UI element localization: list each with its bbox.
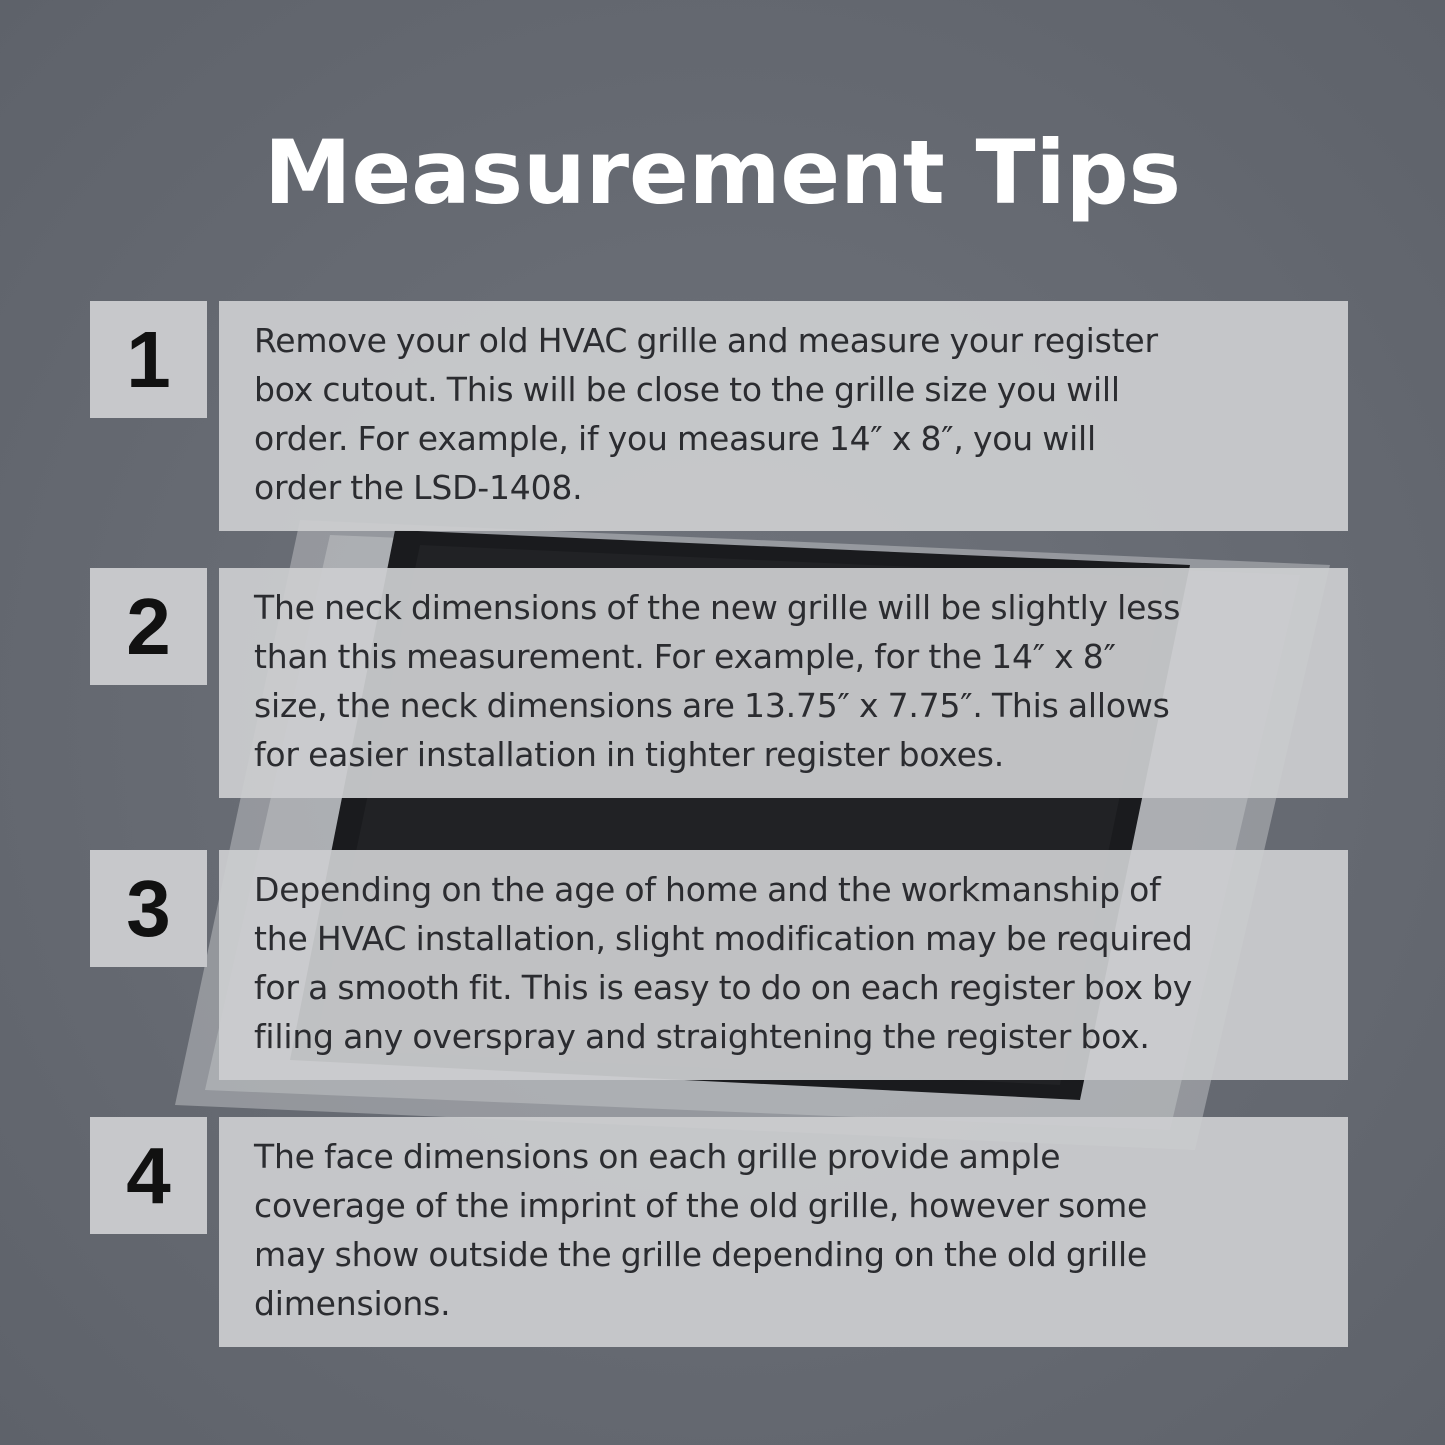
tip-text-box [219,301,1348,531]
tip-text: Remove your old HVAC grille and measure your register box cutout. This will be close to the grille size you will order. For example, if you measure 14″ x 8″, you will order the LSD-1408. [254,321,1158,507]
tip-text-box [219,850,1348,1080]
tip-text: The neck dimensions of the new grille will be slightly less than this measurement. For example, for the 14″ x 8″ size, the neck dimensions are 13.75″ x 7.75″. This allows for easier installation in tighter register boxes. [254,588,1181,774]
tip-number-badge: 4 [90,1117,207,1234]
tip-number-badge: 2 [90,568,207,685]
tip-text-box [219,568,1348,798]
tip-text-box [219,1117,1348,1347]
page-title: Measurement Tips [263,121,1182,224]
tip-number-badge: 1 [90,301,207,418]
tip-text: The face dimensions on each grille provide ample coverage of the imprint of the old grille, however some may show outside the grille depending on the old grille dimensions. [254,1137,1148,1323]
tip-number-badge: 3 [90,850,207,967]
tip-text: Depending on the age of home and the workmanship of the HVAC installation, slight modification may be required for a smooth fit. This is easy to do on each register box by filing any overspray and straightening the register box. [254,870,1193,1056]
